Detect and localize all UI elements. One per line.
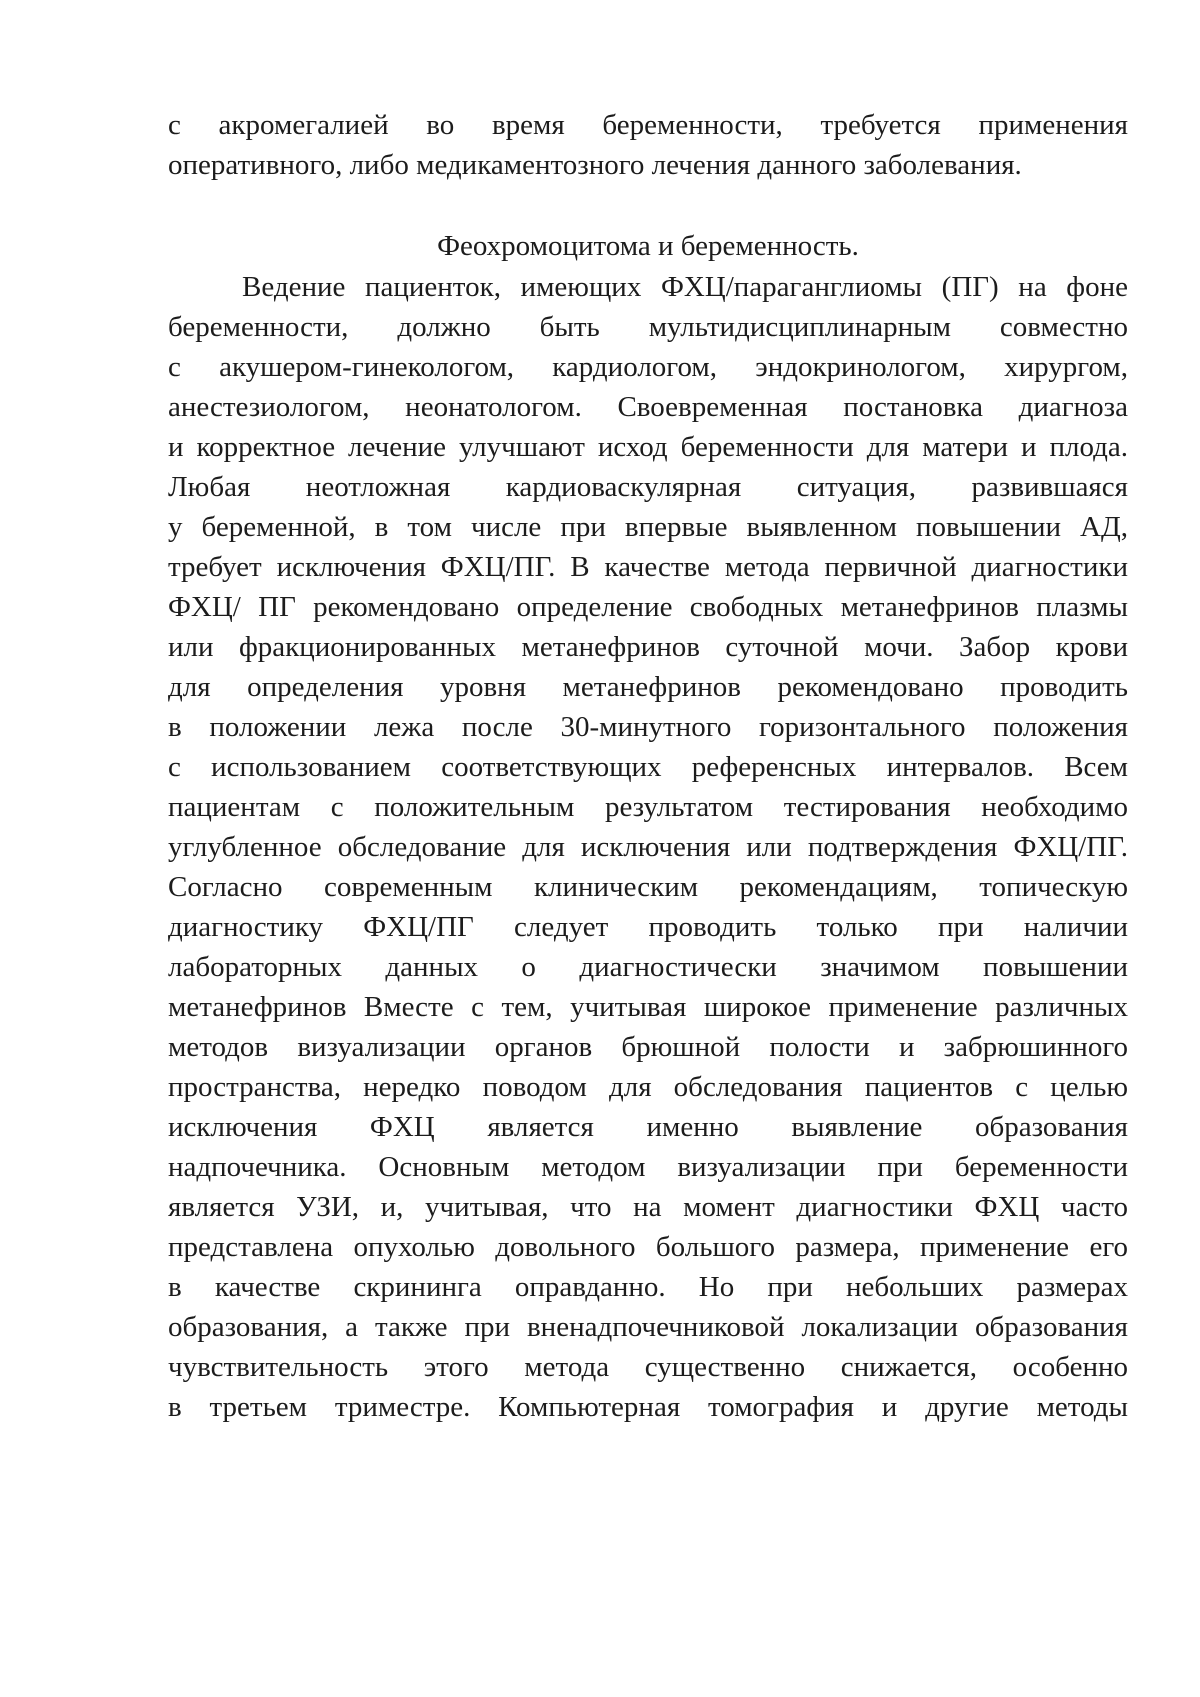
- body-line: ФХЦ/ ПГ рекомендовано определение свободных метанефринов плазмы: [168, 591, 1128, 623]
- body-line: углубленное обследование для исключения или подтверждения ФХЦ/ПГ.: [168, 831, 1128, 863]
- body-line: пространства, нередко поводом для обследования пациентов с целью: [168, 1071, 1128, 1103]
- body-line: пациентам с положительным результатом тестирования необходимо: [168, 791, 1128, 823]
- body-line: в положении лежа после 30-минутного горизонтального положения: [168, 711, 1128, 743]
- body-line: исключения ФХЦ является именно выявление образования: [168, 1111, 1128, 1143]
- body-line: Согласно современным клиническим рекомендациям, топическую: [168, 871, 1128, 903]
- body-line: Любая неотложная кардиоваскулярная ситуация, развившаяся: [168, 471, 1128, 503]
- body-line: образования, а также при вненадпочечниковой локализации образования: [168, 1311, 1128, 1343]
- body-line: и корректное лечение улучшают исход беременности для матери и плода.: [168, 431, 1128, 463]
- body-line: в качестве скрининга оправданно. Но при небольших размерах: [168, 1271, 1128, 1303]
- body-line: лабораторных данных о диагностически значимом повышении: [168, 951, 1128, 983]
- body-line: с акушером-гинекологом, кардиологом, эндокринологом, хирургом,: [168, 351, 1128, 383]
- body-line: с использованием соответствующих референсных интервалов. Всем: [168, 751, 1128, 783]
- body-line: чувствительность этого метода существенно снижается, особенно: [168, 1351, 1128, 1383]
- body-line: для определения уровня метанефринов рекомендовано проводить: [168, 671, 1128, 703]
- body-line: диагностику ФХЦ/ПГ следует проводить только при наличии: [168, 911, 1128, 943]
- body-line: представлена опухолью довольного большого размера, применение его: [168, 1231, 1128, 1263]
- section-title: Феохромоцитома и беременность.: [437, 230, 859, 262]
- body-line: беременности, должно быть мультидисциплинарным совместно: [168, 311, 1128, 343]
- body-line: методов визуализации органов брюшной полости и забрюшинного: [168, 1031, 1128, 1063]
- intro-line: с акромегалией во время беременности, требуется применения: [168, 109, 1128, 141]
- body-line: является УЗИ, и, учитывая, что на момент диагностики ФХЦ часто: [168, 1191, 1128, 1223]
- body-line: у беременной, в том числе при впервые выявленном повышении АД,: [168, 511, 1128, 543]
- body-line: Ведение пациенток, имеющих ФХЦ/параганглиомы (ПГ) на фоне: [242, 271, 1128, 303]
- body-line: в третьем триместре. Компьютерная томография и другие методы: [168, 1391, 1128, 1423]
- body-line: метанефринов Вместе с тем, учитывая широкое применение различных: [168, 991, 1128, 1023]
- body-line: или фракционированных метанефринов суточной мочи. Забор крови: [168, 631, 1128, 663]
- intro-line: оперативного, либо медикаментозного лечения данного заболевания.: [168, 149, 1022, 181]
- body-line: требует исключения ФХЦ/ПГ. В качестве метода первичной диагностики: [168, 551, 1128, 583]
- body-line: надпочечника. Основным методом визуализации при беременности: [168, 1151, 1128, 1183]
- body-line: анестезиологом, неонатологом. Своевременная постановка диагноза: [168, 391, 1128, 423]
